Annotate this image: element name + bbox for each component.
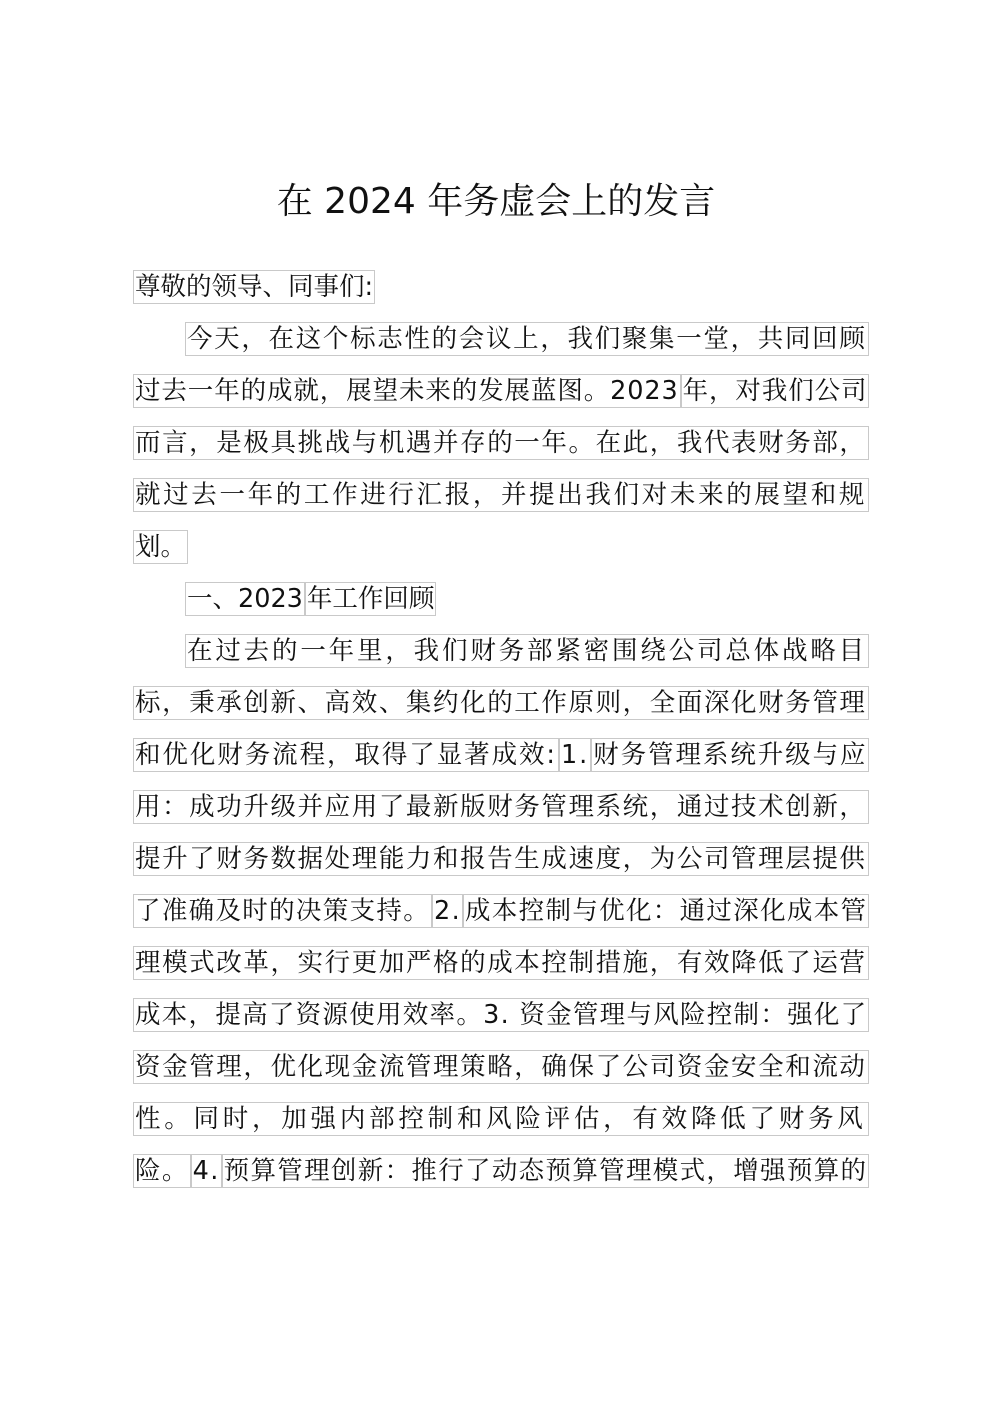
text-run: 而言，是极具挑战与机遇并存的一年。在此，我代表财务部，: [135, 428, 867, 458]
text-run: 尊敬的领导、同事们:: [135, 272, 374, 302]
paragraph-line: [133, 842, 869, 876]
text-run: 用：成功升级并应用了最新版财务管理系统，通过技术创新，: [135, 792, 867, 822]
paragraph-line: [133, 530, 188, 564]
paragraph-line: [185, 582, 436, 616]
paragraph-line: [133, 1154, 869, 1188]
paragraph-line: [185, 634, 869, 668]
text-run: 年，对我们公司: [682, 376, 868, 406]
text-run: 一、2023: [187, 584, 303, 614]
text-run: 财务管理系统升级与应: [593, 740, 868, 770]
text-run: 和优化财务流程，取得了显著成效:: [135, 740, 557, 770]
text-run: 2.: [434, 896, 462, 926]
paragraph-line: [133, 790, 869, 824]
text-run: 了准确及时的决策支持。: [135, 896, 431, 926]
text-run: 在过去的一年里，我们财务部紧密围绕公司总体战略目: [187, 636, 867, 666]
paragraph-line: [133, 738, 869, 772]
text-run: 性。同时，加强内部控制和风险评估，有效降低了财务风: [135, 1104, 867, 1134]
text-run: 理模式改革，实行更加严格的成本控制措施，有效降低了运营: [135, 948, 867, 978]
paragraph-line: [133, 374, 869, 408]
text-run: 预算管理创新：推行了动态预算管理模式，增强预算的: [223, 1156, 868, 1186]
paragraph-line: [133, 478, 869, 512]
text-run: 1.: [560, 740, 590, 770]
text-run: 就过去一年的工作进行汇报，并提出我们对未来的展望和规: [135, 480, 868, 510]
paragraph-line: [133, 946, 869, 980]
text-run: 4.: [192, 1156, 220, 1186]
paragraph-line: [133, 1102, 869, 1136]
text-run: 划。: [135, 532, 187, 562]
text-run: 提升了财务数据处理能力和报告生成速度，为公司管理层提供: [135, 844, 867, 874]
text-run: 险。: [135, 1156, 189, 1186]
text-run: 年工作回顾: [306, 584, 435, 614]
paragraph-line: [185, 322, 869, 356]
text-run: 标，秉承创新、高效、集约化的工作原则，全面深化财务管理: [135, 688, 867, 718]
paragraph-line: [133, 1050, 869, 1084]
paragraph-line: [133, 894, 869, 928]
text-run: 今天，在这个标志性的会议上，我们聚集一堂，共同回顾: [187, 324, 867, 354]
text-run: 资金管理，优化现金流管理策略，确保了公司资金安全和流动: [135, 1052, 867, 1082]
text-run: 过去一年的成就，展望未来的发展蓝图。2023: [135, 376, 679, 406]
paragraph-line: [133, 426, 869, 460]
paragraph-line: [133, 998, 869, 1032]
paragraph-line: [133, 270, 375, 304]
text-run: 成本，提高了资源使用效率。3. 资金管理与风险控制：强化了: [135, 1000, 868, 1030]
paragraph-line: [133, 686, 869, 720]
document-title: 在 2024 年务虚会上的发言: [276, 181, 716, 222]
text-run: 成本控制与优化：通过深化成本管: [465, 896, 868, 926]
